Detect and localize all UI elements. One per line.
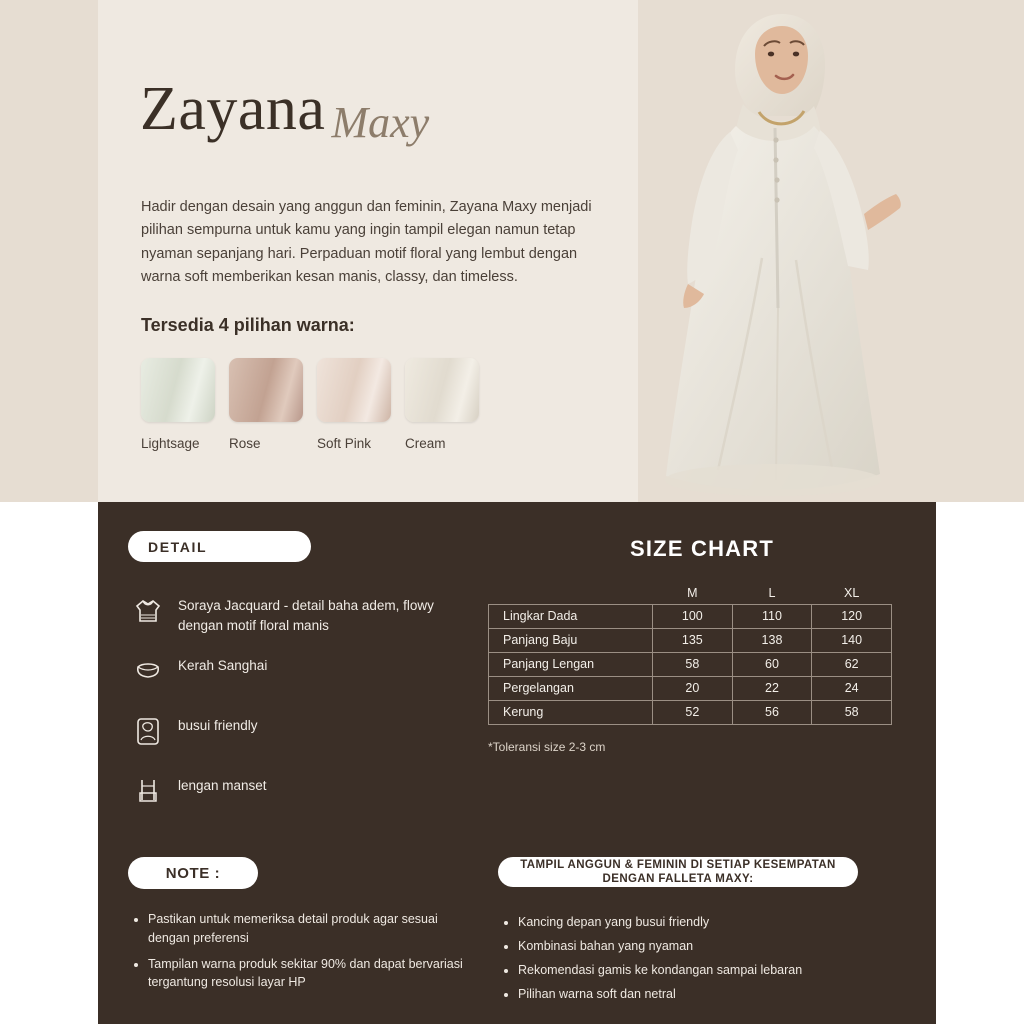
note-heading: NOTE : — [128, 857, 258, 889]
swatch-label-lightsage: Lightsage — [141, 436, 200, 451]
nursing-friendly-icon — [130, 714, 166, 748]
list-item: • Pilihan warna soft dan netral — [518, 984, 864, 1004]
table-cell: Kerung — [489, 700, 653, 724]
swatch-rose[interactable] — [229, 358, 303, 422]
table-cell: 60 — [732, 652, 812, 676]
table-cell: 24 — [812, 676, 892, 700]
swatch-lightsage[interactable] — [141, 358, 215, 422]
detail-list — [130, 594, 460, 834]
collar-icon — [130, 654, 166, 688]
color-swatches — [141, 358, 611, 458]
table-row — [489, 628, 892, 652]
note-list — [134, 910, 474, 999]
list-item: • Tampilan warna produk sekitar 90% dan dapat bervariasi tergantung resolusi layar HP — [148, 955, 474, 993]
table-header-cell: M — [687, 585, 698, 600]
detail-item — [130, 714, 460, 770]
swatch-label-soft-pink: Soft Pink — [317, 436, 372, 451]
promo-list — [504, 912, 864, 1008]
fabric-icon — [130, 594, 166, 628]
table-cell: 100 — [653, 604, 733, 628]
list-item: • Kombinasi bahan yang nyaman — [518, 936, 864, 956]
detail-item — [130, 774, 460, 830]
colors-title: Tersedia 4 pilihan warna: — [141, 315, 355, 335]
detail-item-text: Soraya Jacquard - detail baha adem, flowy dengan motif floral manis — [178, 598, 434, 633]
brand-name: Zayana — [140, 75, 326, 143]
detail-item-text: Kerah Sanghai — [178, 658, 268, 673]
bottom-right-margin — [936, 502, 1024, 1024]
brand-title — [140, 75, 610, 168]
detail-item — [130, 594, 460, 650]
swatch-soft-pink[interactable] — [317, 358, 391, 422]
list-item: • Kancing depan yang busui friendly — [518, 912, 864, 932]
table-header-cell: XL — [844, 585, 860, 600]
product-description: Hadir dengan desain yang anggun dan feminin, Zayana Maxy menjadi pilihan sempurna untuk kamu yang ingin tampil elegan namun tetap nyaman sepanjang hari. Perpaduan motif floral yang lembut dengan warna soft memberikan kesan manis, classy, dan timeless. — [141, 199, 592, 286]
model-photo — [612, 8, 912, 503]
detail-item-text: lengan manset — [178, 778, 267, 793]
promo-heading — [498, 857, 858, 887]
table-cell: 52 — [653, 700, 733, 724]
detail-item — [130, 654, 460, 710]
table-header-cell: L — [768, 585, 776, 600]
detail-heading: DETAIL — [128, 531, 311, 562]
promo-heading-line2: DENGAN FALLETA MAXY: — [602, 873, 754, 885]
table-cell: 20 — [653, 676, 733, 700]
table-cell: 58 — [653, 652, 733, 676]
table-row — [489, 652, 892, 676]
list-item: • Pastikan untuk memeriksa detail produk agar sesuai dengan preferensi — [148, 910, 474, 948]
detail-item-text: busui friendly — [178, 718, 258, 733]
table-cell: Lingkar Dada — [489, 604, 653, 628]
top-right-strip — [936, 0, 1024, 502]
table-cell: 120 — [812, 604, 892, 628]
table-cell: 140 — [812, 628, 892, 652]
table-header-row — [489, 582, 892, 604]
list-item: • Rekomendasi gamis ke kondangan sampai lebaran — [518, 960, 864, 980]
swatch-label-rose: Rose — [229, 436, 261, 451]
table-cell: 138 — [732, 628, 812, 652]
table-cell: 135 — [653, 628, 733, 652]
table-cell: Pergelangan — [489, 676, 653, 700]
swatch-label-cream: Cream — [405, 436, 446, 451]
brand-subtitle: Maxy — [331, 98, 430, 147]
bottom-left-margin — [0, 502, 98, 1024]
table-cell: 56 — [732, 700, 812, 724]
size-chart-title: SIZE CHART — [630, 536, 774, 561]
table-header-cell — [489, 582, 653, 604]
swatch-cream[interactable] — [405, 358, 479, 422]
bottom-section — [98, 502, 936, 1024]
table-cell: Panjang Baju — [489, 628, 653, 652]
table-cell: 62 — [812, 652, 892, 676]
table-cell: 22 — [732, 676, 812, 700]
table-cell: Panjang Lengan — [489, 652, 653, 676]
cuff-sleeve-icon — [130, 774, 166, 808]
size-tolerance-note: *Toleransi size 2-3 cm — [488, 740, 606, 754]
size-chart-table — [488, 582, 892, 725]
top-section — [0, 0, 1024, 502]
table-cell: 58 — [812, 700, 892, 724]
table-row — [489, 604, 892, 628]
table-row — [489, 700, 892, 724]
table-cell: 110 — [732, 604, 812, 628]
table-row — [489, 676, 892, 700]
promo-heading-line1: TAMPIL ANGGUN & FEMININ DI SETIAP KESEMPATAN — [520, 858, 836, 871]
